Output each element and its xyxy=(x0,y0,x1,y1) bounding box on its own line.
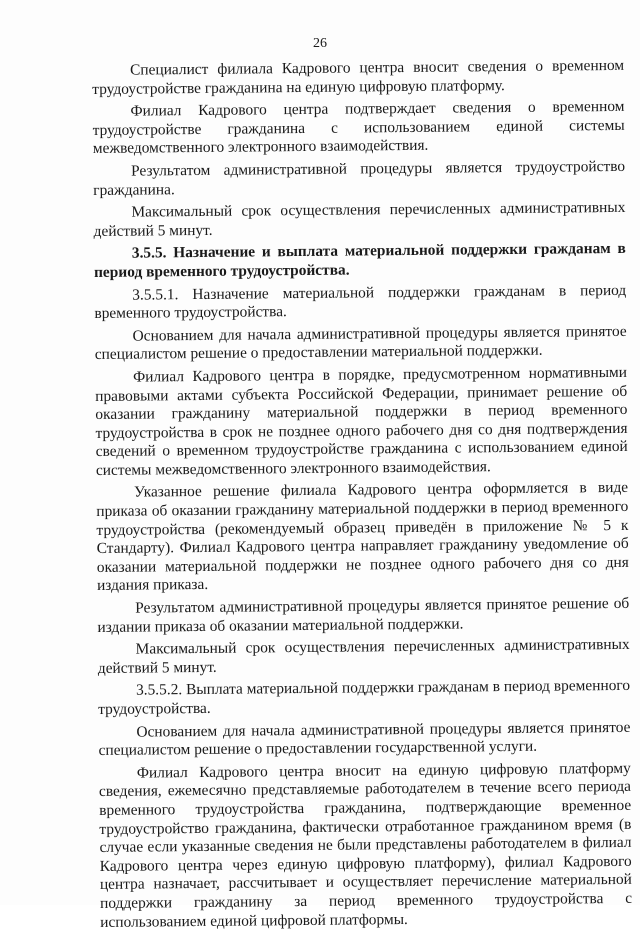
paragraph: Основанием для начала административной процедуры является принятое специалистом решение о предоставлении государственной услуги. xyxy=(98,718,631,760)
subsection-heading: 3.5.5.1. Назначение материальной поддержки гражданам в период временного трудоустройства. xyxy=(94,281,627,323)
paragraph: Основанием для начала административной процедуры является принятое специалистом решение о предоставлении материальной поддержки. xyxy=(94,322,627,364)
paragraph: Специалист филиала Кадрового центра вносит сведения о временном трудоустройстве гражданина на единую цифровую платформу. xyxy=(92,56,625,98)
paragraph: Филиал Кадрового центра в порядке, предусмотренном нормативными правовыми актами субъекта Российской Федерации, принимает решение об оказании гражданину материальной поддержки в период временного трудоустройства в срок не позднее одного рабочего дня со дня подтверждения сведений о временном трудоустройстве гражданина с использованием единой системы межведомственного электронного взаимодействия. xyxy=(95,363,628,479)
paragraph: Филиал Кадрового центра вносит на единую цифровую платформу сведения, ежемесячно представляемые работодателем в течение всего периода временного трудоустройства гражданина, подтверждающие временное трудоустройство гражданина, фактически отработанное гражданином время (в случае если указанные сведения не были представлены работодателем в филиал Кадрового центра через единую цифровую платформу), филиал Кадрового центра назначает, рассчитывает и осуществляет перечисление материальной поддержки гражданину за период временного трудоустройства с использованием единой цифровой платформы. xyxy=(98,759,633,931)
document-body xyxy=(92,57,632,936)
section-heading: 3.5.5. Назначение и выплата материальной поддержки гражданам в период временного трудоустройства. xyxy=(93,240,626,281)
paragraph: Максимальный срок осуществления перечисленных административных действий 5 минут. xyxy=(97,636,630,677)
paragraph: Результатом административной процедуры является трудоустройство гражданина. xyxy=(93,157,626,199)
paragraph: Результатом административной процедуры является принятое решение об издании приказа об оказании материальной поддержки. xyxy=(97,594,630,636)
subsection-heading: 3.5.5.2. Выплата материальной поддержки гражданам в период временного трудоустройства. xyxy=(98,677,631,718)
page-number: 26 xyxy=(313,36,327,51)
paragraph: Филиал Кадрового центра подтверждает сведения о временном трудоустройстве гражданина с использованием единой системы межведомственного электронного взаимодействия. xyxy=(92,98,625,158)
paragraph: Максимальный срок осуществления перечисленных административных действий 5 минут. xyxy=(93,199,626,240)
paragraph: Указанное решение филиала Кадрового центра оформляется в виде приказа об оказании гражданину материальной поддержки в период временного трудоустройства (рекомендуемый образец приведён в приложение № 5 к Стандарту). Филиал Кадрового центра направляет гражданину уведомление об оказании материальной поддержки не позднее одного рабочего дня со дня издания приказа. xyxy=(96,479,629,595)
